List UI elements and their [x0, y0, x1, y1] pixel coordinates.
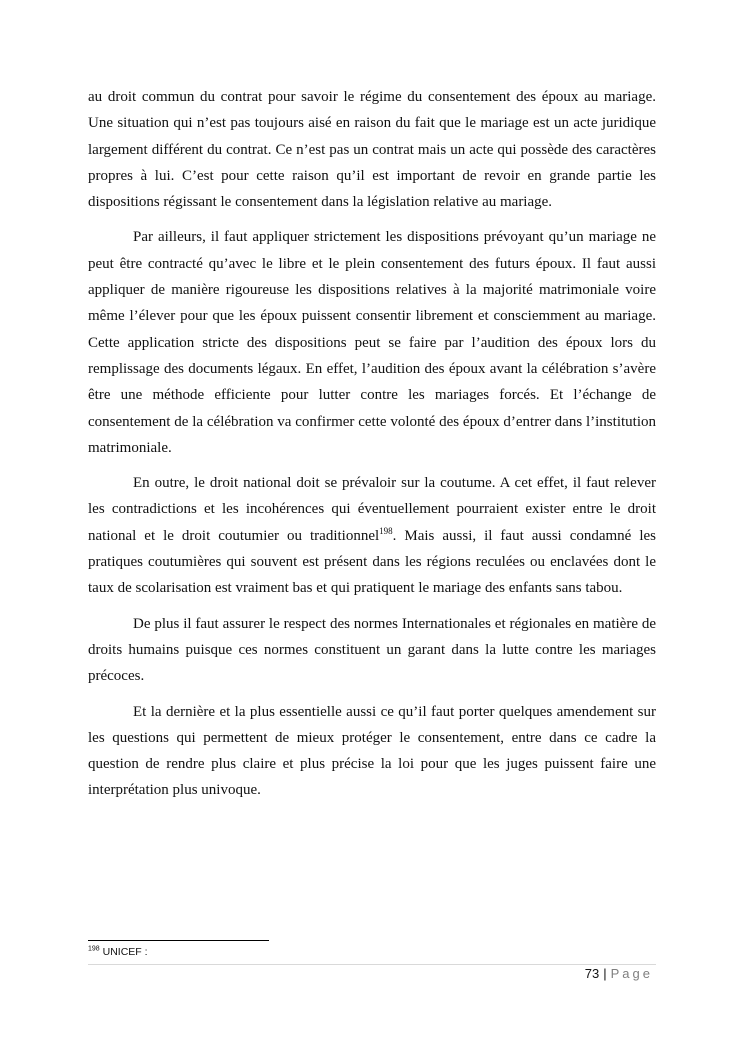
footnote-reference[interactable]: 198: [379, 525, 393, 536]
footer-divider: [88, 964, 656, 965]
document-body: [88, 84, 656, 813]
paragraph-3: [88, 470, 656, 601]
page-footer: [585, 966, 653, 981]
footnote: [88, 946, 148, 958]
paragraph-1: au droit commun du contrat pour savoir le régime du consentement des époux au mariage. Une situation qui n’est pas toujours aisé en raison du fait que le mariage est un acte juridique largement différent du contrat. Ce n’est pas un contrat mais un acte qui possède des caractères propres à lui. C’est pour cette raison qu’il est important de revoir en grande partie les dispositions régissant le consentement dans la législation relative au mariage.: [88, 89, 656, 211]
footnote-text: UNICEF :: [102, 946, 148, 958]
paragraph-5: Et la dernière et la plus essentielle aussi ce qu’il faut porter quelques amendement sur les questions qui permettent de mieux protéger le consentement, entre dans ce cadre la question de rendre plus claire et plus précise la loi pour que les juges puissent faire une interprétation plus univoque.: [88, 703, 656, 799]
paragraph-2: Par ailleurs, il faut appliquer strictement les dispositions prévoyant qu’un mariage ne peut être contracté qu’avec le libre et le plein consentement des futurs époux. Il faut aussi appliquer de manière rigoureuse les dispositions relatives à la majorité matrimoniale voire même l’élever pour que les époux puissent consentir librement et consciemment au mariage. Cette application stricte des dispositions peut se faire par l’audition des époux lors du remplissage des documents légaux. En effet, l’audition des époux avant la célébration s’avère être une méthode efficiente pour lutter contre les mariages forcés. Et l’échange de consentement de la célébration va confirmer cette volonté des époux d’entrer dans l’institution matrimoniale.: [88, 229, 656, 456]
paragraph-3-text-before: En outre, le droit national doit se prévaloir sur la coutume. A cet effet, il faut relever les contradictions et les incohérences qui éventuellement pourraient exister entre le droit national et le droit coutumier ou traditionnel: [88, 475, 656, 544]
footnote-separator: [88, 940, 269, 941]
footnote-number: 198: [88, 945, 100, 953]
footer-separator: |: [603, 966, 607, 981]
paragraph-4: De plus il faut assurer le respect des normes Internationales et régionales en matière de droits humains puisque ces normes constituent un garant dans la lutte contre les mariages précoces.: [88, 615, 656, 685]
page-number: 73: [584, 966, 600, 981]
paragraph-3-text-after: . Mais aussi, il faut aussi condamné les pratiques coutumières qui souvent est présent dans les régions reculées ou enclavées dont le taux de scolarisation est vraiment bas et qui pratiquent le mariage des enfants sans tabou.: [88, 527, 656, 597]
page-label: Page: [610, 966, 653, 981]
